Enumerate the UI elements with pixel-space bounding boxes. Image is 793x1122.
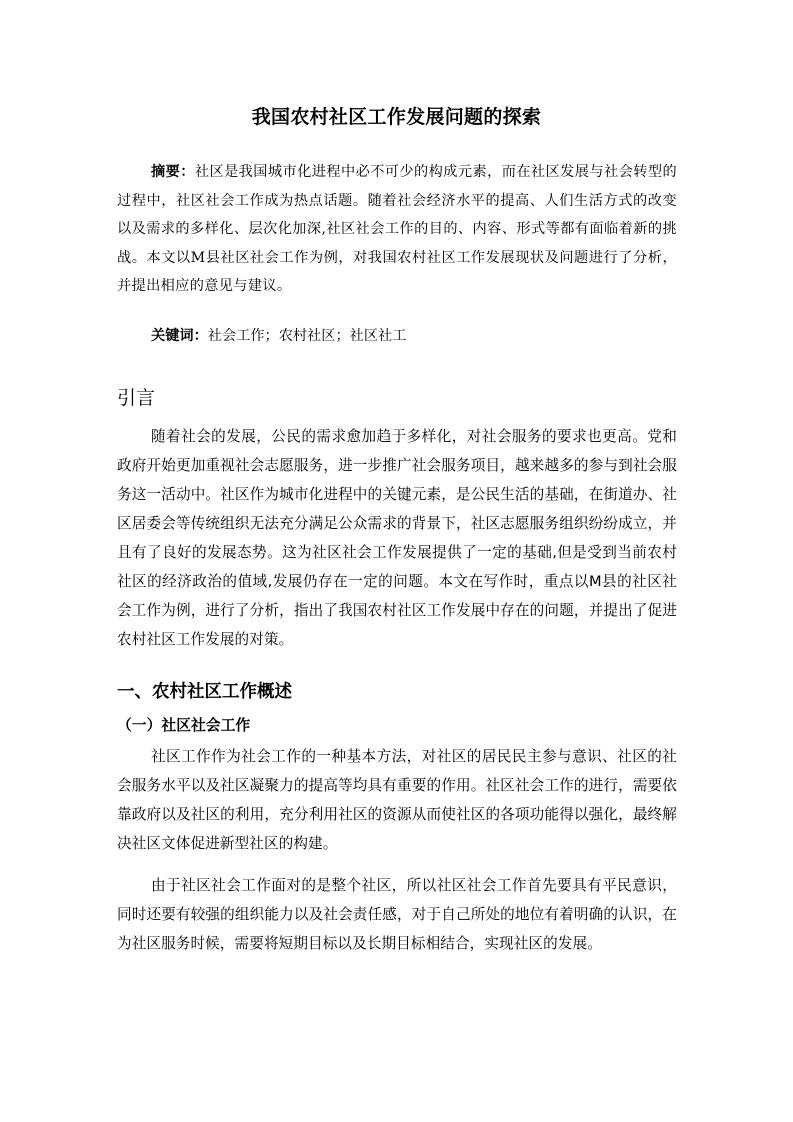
keywords-text: 社会工作；农村社区；社区社工: [207, 328, 407, 344]
keywords-label: 关键词：: [151, 328, 208, 344]
keywords: [117, 322, 677, 350]
intro-heading: 引言: [117, 387, 156, 409]
intro-paragraph: 随着社会的发展，公民的需求愈加趋于多样化，对社会服务的要求也更高。党和政府开始更加重视社会志愿服务，进一步推广社会服务项目，越来越多的参与到社会服务这一活动中。社区作为城市化进程中的关键元素，是公民生活的基础，在街道办、社区居委会等传统组织无法充分满足公众需求的背景下，社区志愿服务组织纷纷成立，并且有了良好的发展态势。这为社区社会工作发展提供了一定的基础,但是受到当前农村社区的经济政治的值域,发展仍存在一定的问题。本文在写作时，重点以M县的社区社会工作为例，进行了分析，指出了我国农村社区工作发展中存在的问题，并提出了促进农村社区工作发展的对策。: [117, 428, 677, 648]
subsection-paragraph-2: 由于社区社会工作面对的是整个社区，所以社区社会工作首先要具有平民意识，同时还要有较强的组织能力以及社会责任感，对于自己所处的地位有着明确的认识，在为社区服务时候，需要将短期目标以及长期目标相结合，实现社区的发展。: [117, 877, 677, 952]
abstract: [117, 158, 677, 301]
section-heading-1: 一、农村社区工作概述: [117, 682, 292, 702]
subsection-heading-1: （一）社区社会工作: [117, 717, 251, 734]
abstract-label: 摘要：: [151, 164, 195, 180]
subsection-paragraph-1: 社区工作作为社会工作的一种基本方法，对社区的居民民主参与意识、社区的社会服务水平以及社区凝聚力的提高等均具有重要的作用。社区社会工作的进行，需要依靠政府以及社区的利用，充分利用社区的资源从而使社区的各项功能得以强化，最终解决社区文体促进新型社区的构建。: [117, 748, 677, 852]
paper-title: 我国农村社区工作发展问题的探索: [251, 106, 542, 128]
abstract-text: 社区是我国城市化进程中必不可少的构成元素，而在社区发展与社会转型的过程中，社区社会工作成为热点话题。随着社会经济水平的提高、人们生活方式的改变以及需求的多样化、层次化加深,社区社会工作的目的、内容、形式等都有面临着新的挑战。本文以M县社区社会工作为例，对我国农村社区工作发展现状及问题进行了分析，并提出相应的意见与建议。: [117, 164, 677, 295]
